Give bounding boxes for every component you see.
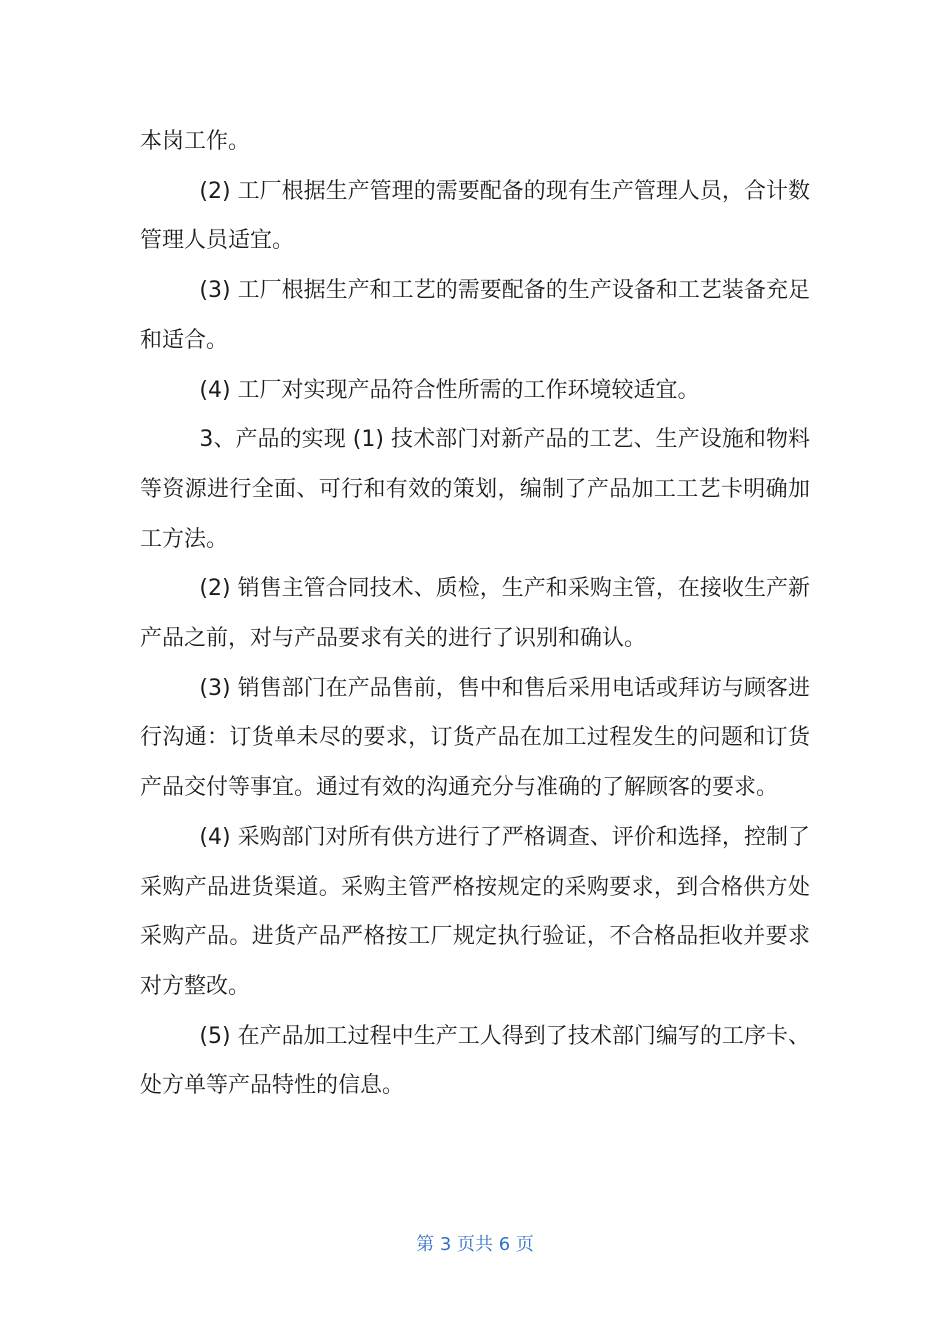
paragraph-4: (4) 工厂对实现产品符合性所需的工作环境较适宜。 (199, 377, 700, 403)
paragraph-1: 本岗工作。 (140, 129, 251, 154)
paragraph-9: (5) 在产品加工过程中生产工人得到了技术部门编写的工序卡、处方单等产品特性的信息。 (140, 1023, 810, 1099)
paragraph-6: (2) 销售主管合同技术、质检，生产和采购主管，在接收生产新产品之前，对与产品要求有关的进行了识别和确认。 (140, 576, 810, 652)
paragraph-2: (2) 工厂根据生产管理的需要配备的现有生产管理人员，合计数管理人员适宜。 (140, 178, 810, 254)
paragraph-3: (3) 工厂根据生产和工艺的需要配备的生产设备和工艺装备充足和适合。 (140, 278, 810, 353)
paragraph-8: (4) 采购部门对所有供方进行了严格调查、评价和选择，控制了采购产品进货渠道。采购主管严格按规定的采购要求，到合格供方处采购产品。进货产品严格按工厂规定执行验证，不合格品拒收并要求对方整改。 (140, 824, 810, 999)
page-number-footer: 第 3 页共 6 页 (416, 1234, 534, 1255)
paragraph-5: 3、产品的实现 (1) 技术部门对新产品的工艺、生产设施和物料等资源进行全面、可行和有效的策划，编制了产品加工工艺卡明确加工方法。 (140, 427, 810, 552)
paragraph-7: (3) 销售部门在产品售前，售中和售后采用电话或拜访与顾客进行沟通：订货单未尽的要求，订货产品在加工过程发生的问题和订货产品交付等事宜。通过有效的沟通充分与准确的了解顾客的要求。 (140, 675, 810, 801)
document-body (140, 117, 810, 1111)
